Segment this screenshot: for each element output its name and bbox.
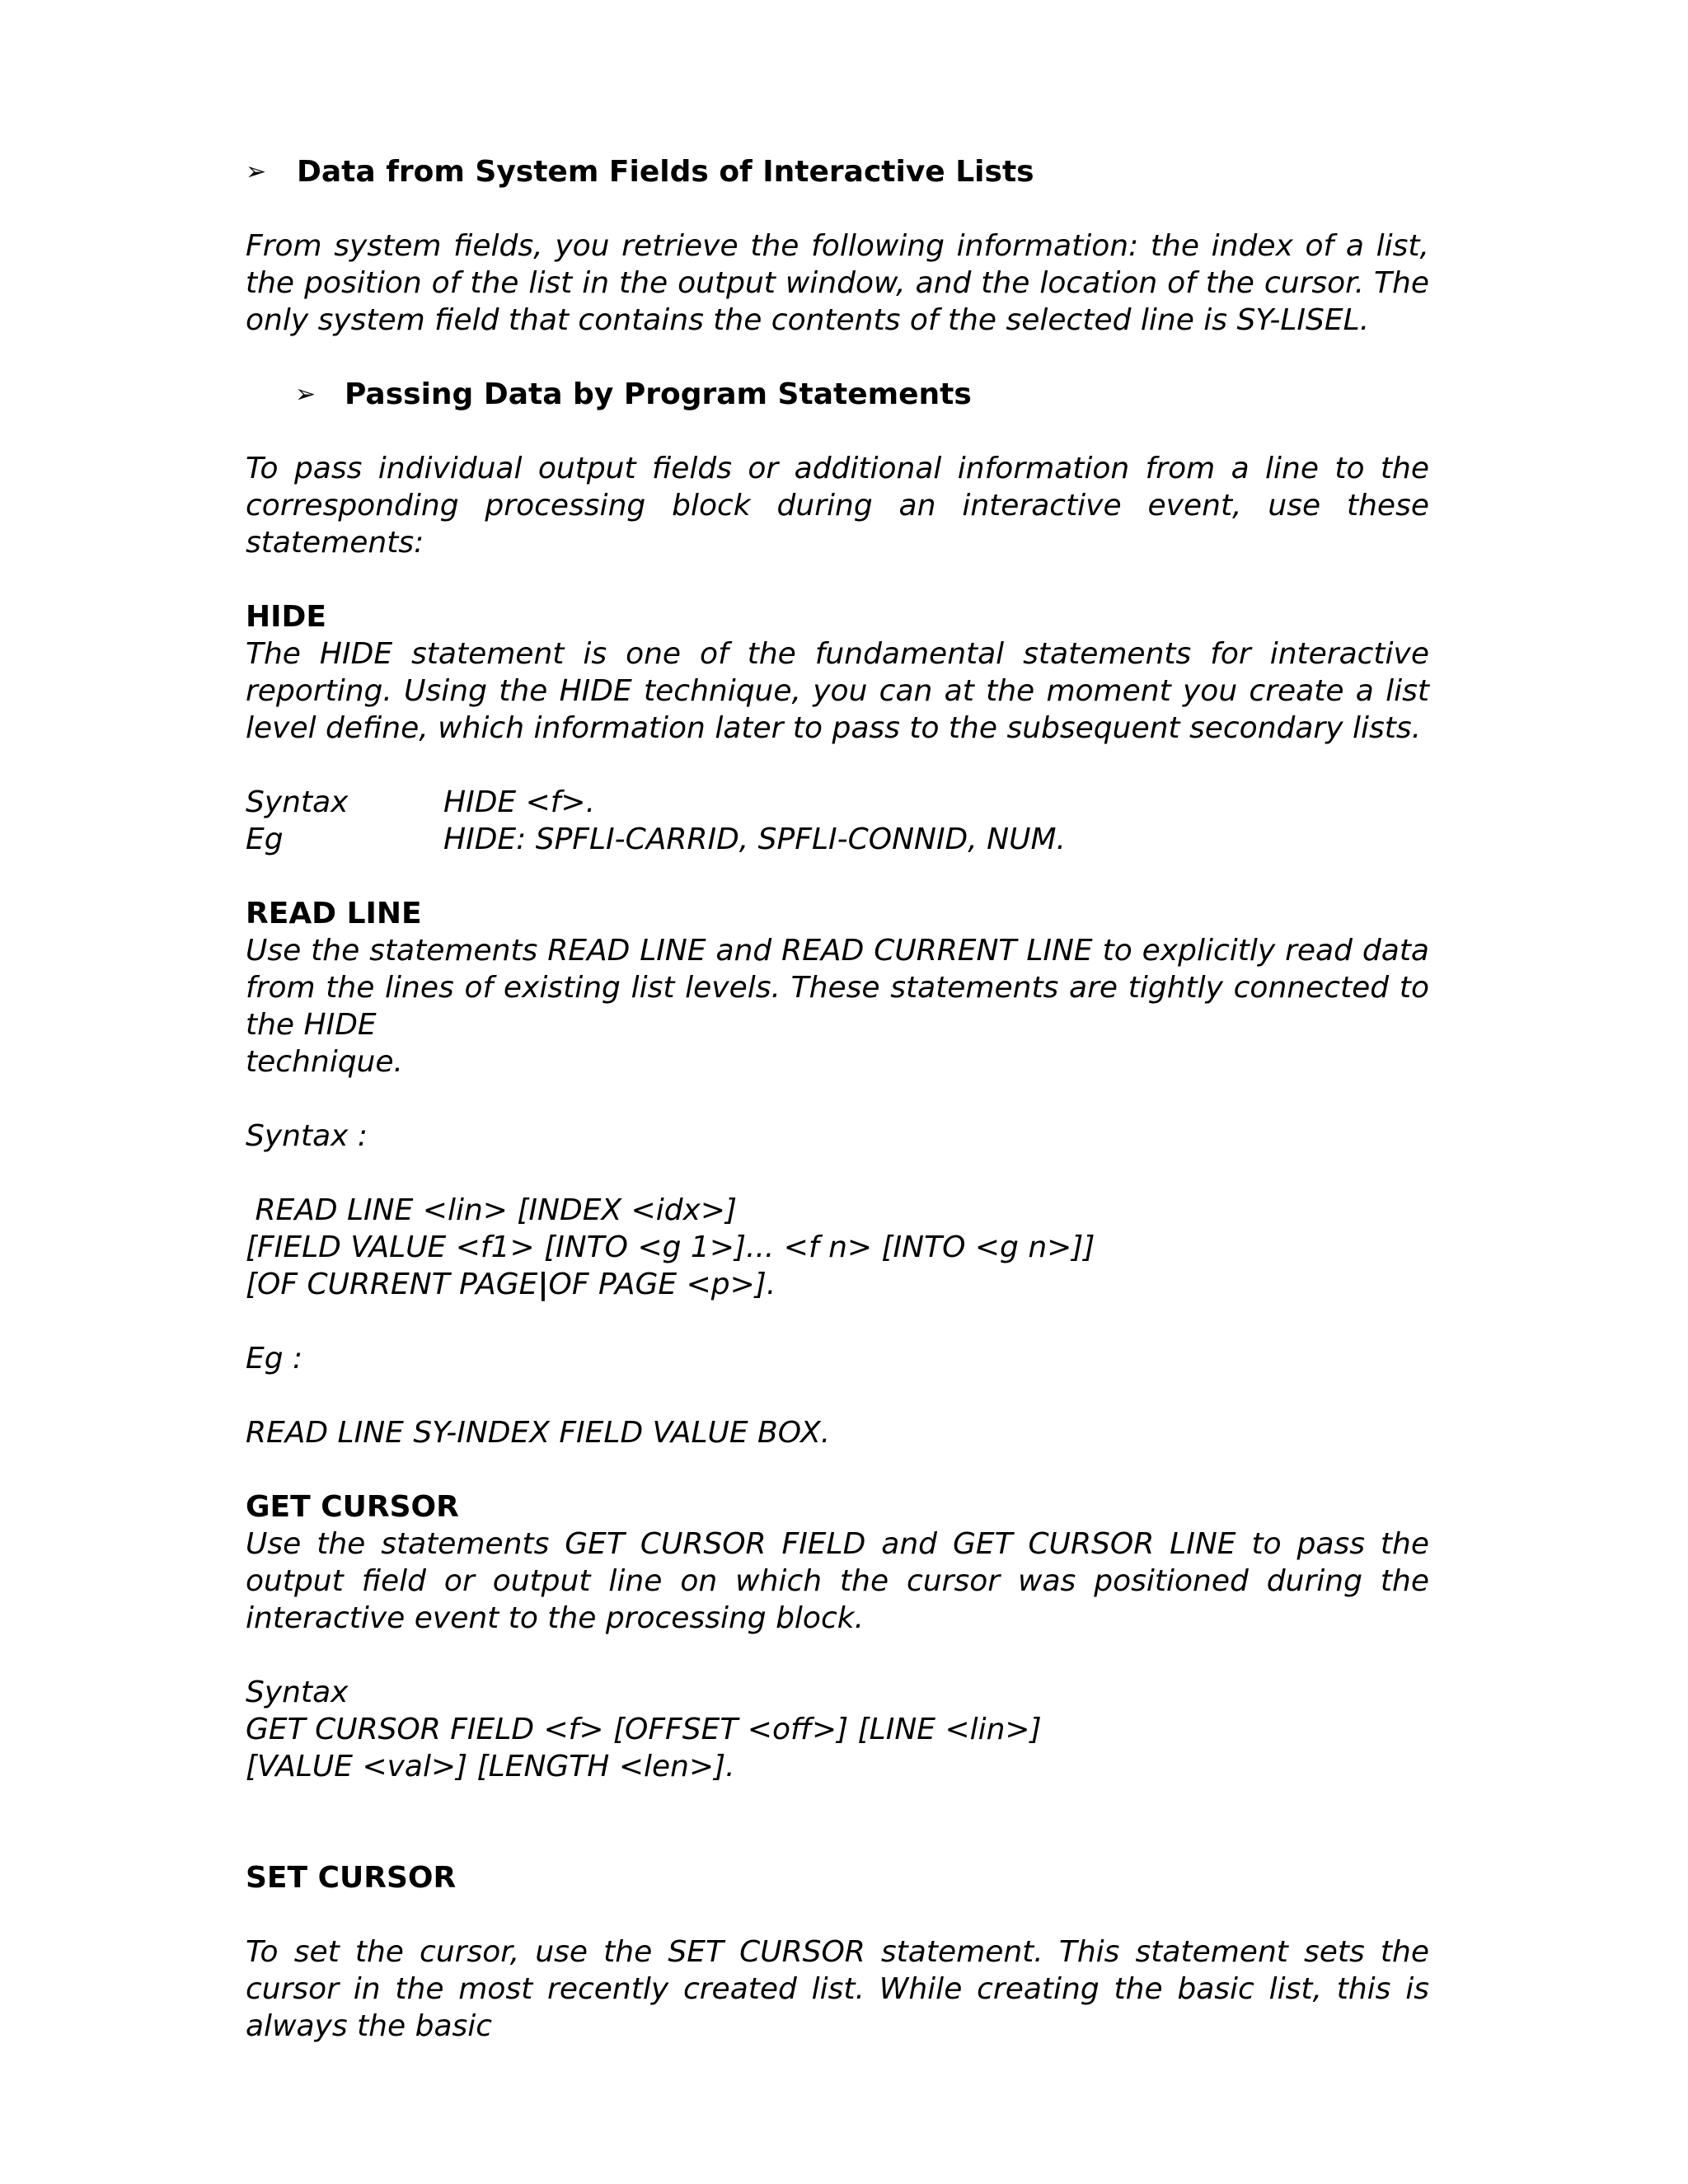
hide-syntax-row (246, 784, 1429, 821)
hide-example-row (246, 821, 1429, 858)
get-cursor-syntax-label: Syntax (246, 1675, 349, 1709)
example-label: Eg (246, 823, 284, 856)
code-segment: OF PAGE <p>]. (548, 1268, 776, 1301)
pipe-separator: | (537, 1268, 549, 1301)
heading-text: Data from System Fields of Interactive Lists (297, 155, 1034, 189)
heading-system-fields (246, 153, 1429, 190)
paragraph-read-line: Use the statements READ LINE and READ CURRENT LINE to explicitly read data from the lines of existing list levels. These statements are tightly connected to the HIDE (246, 934, 1429, 1042)
code-line: READ LINE <lin> [INDEX <idx>] (246, 1193, 738, 1227)
paragraph-get-cursor: Use the statements GET CURSOR FIELD and GET CURSOR LINE to pass the output field or output line on which the cursor was positioned during the interactive event to the processing block. (246, 1527, 1429, 1635)
code-line: [FIELD VALUE <f1> [INTO <g 1>]... <f n> [INTO <g n>]] (246, 1230, 1095, 1264)
paragraph-passing-data: To pass individual output fields or additional information from a line to the corresponding processing block during an interactive event, use these statements: (246, 452, 1429, 560)
code-line (246, 1266, 1429, 1303)
example-value: HIDE: SPFLI-CARRID, SPFLI-CONNID, NUM. (443, 823, 1066, 856)
syntax-value: HIDE <f>. (443, 785, 596, 819)
read-line-syntax-label: Syntax : (246, 1119, 368, 1153)
syntax-label: Syntax (246, 785, 349, 819)
read-line-example-label: Eg : (246, 1342, 303, 1376)
document-content (246, 153, 1429, 2045)
section-title-hide: HIDE (246, 600, 326, 634)
read-line-example-value: READ LINE SY-INDEX FIELD VALUE BOX. (246, 1416, 831, 1450)
section-title-read-line: READ LINE (246, 897, 422, 930)
heading-passing-data (295, 376, 1429, 413)
paragraph-hide: The HIDE statement is one of the fundamental statements for interactive reporting. Using the HIDE technique, you can at the moment you create a list level define, which information later to pass to the subsequent secondary lists. (246, 637, 1429, 745)
paragraph-set-cursor: To set the cursor, use the SET CURSOR statement. This statement sets the cursor in the most recently created list. While creating the basic list, this is always the basic (246, 1935, 1429, 2043)
arrow-bullet-icon: ➢ (246, 157, 267, 186)
paragraph-read-line-continued: technique. (246, 1045, 403, 1079)
code-line: GET CURSOR FIELD <f> [OFFSET <off>] [LINE <lin>] (246, 1713, 1042, 1746)
code-segment: [OF CURRENT PAGE (246, 1268, 538, 1301)
section-title-get-cursor: GET CURSOR (246, 1490, 459, 1524)
arrow-bullet-icon: ➢ (295, 380, 316, 409)
code-line: [VALUE <val>] [LENGTH <len>]. (246, 1750, 735, 1783)
heading-text: Passing Data by Program Statements (345, 377, 972, 411)
section-title-set-cursor: SET CURSOR (246, 1861, 457, 1895)
paragraph-system-fields: From system fields, you retrieve the following information: the index of a list, the position of the list in the output window, and the location of the cursor. The only system field that contains the contents of the selected line is SY-LISEL. (246, 229, 1429, 337)
